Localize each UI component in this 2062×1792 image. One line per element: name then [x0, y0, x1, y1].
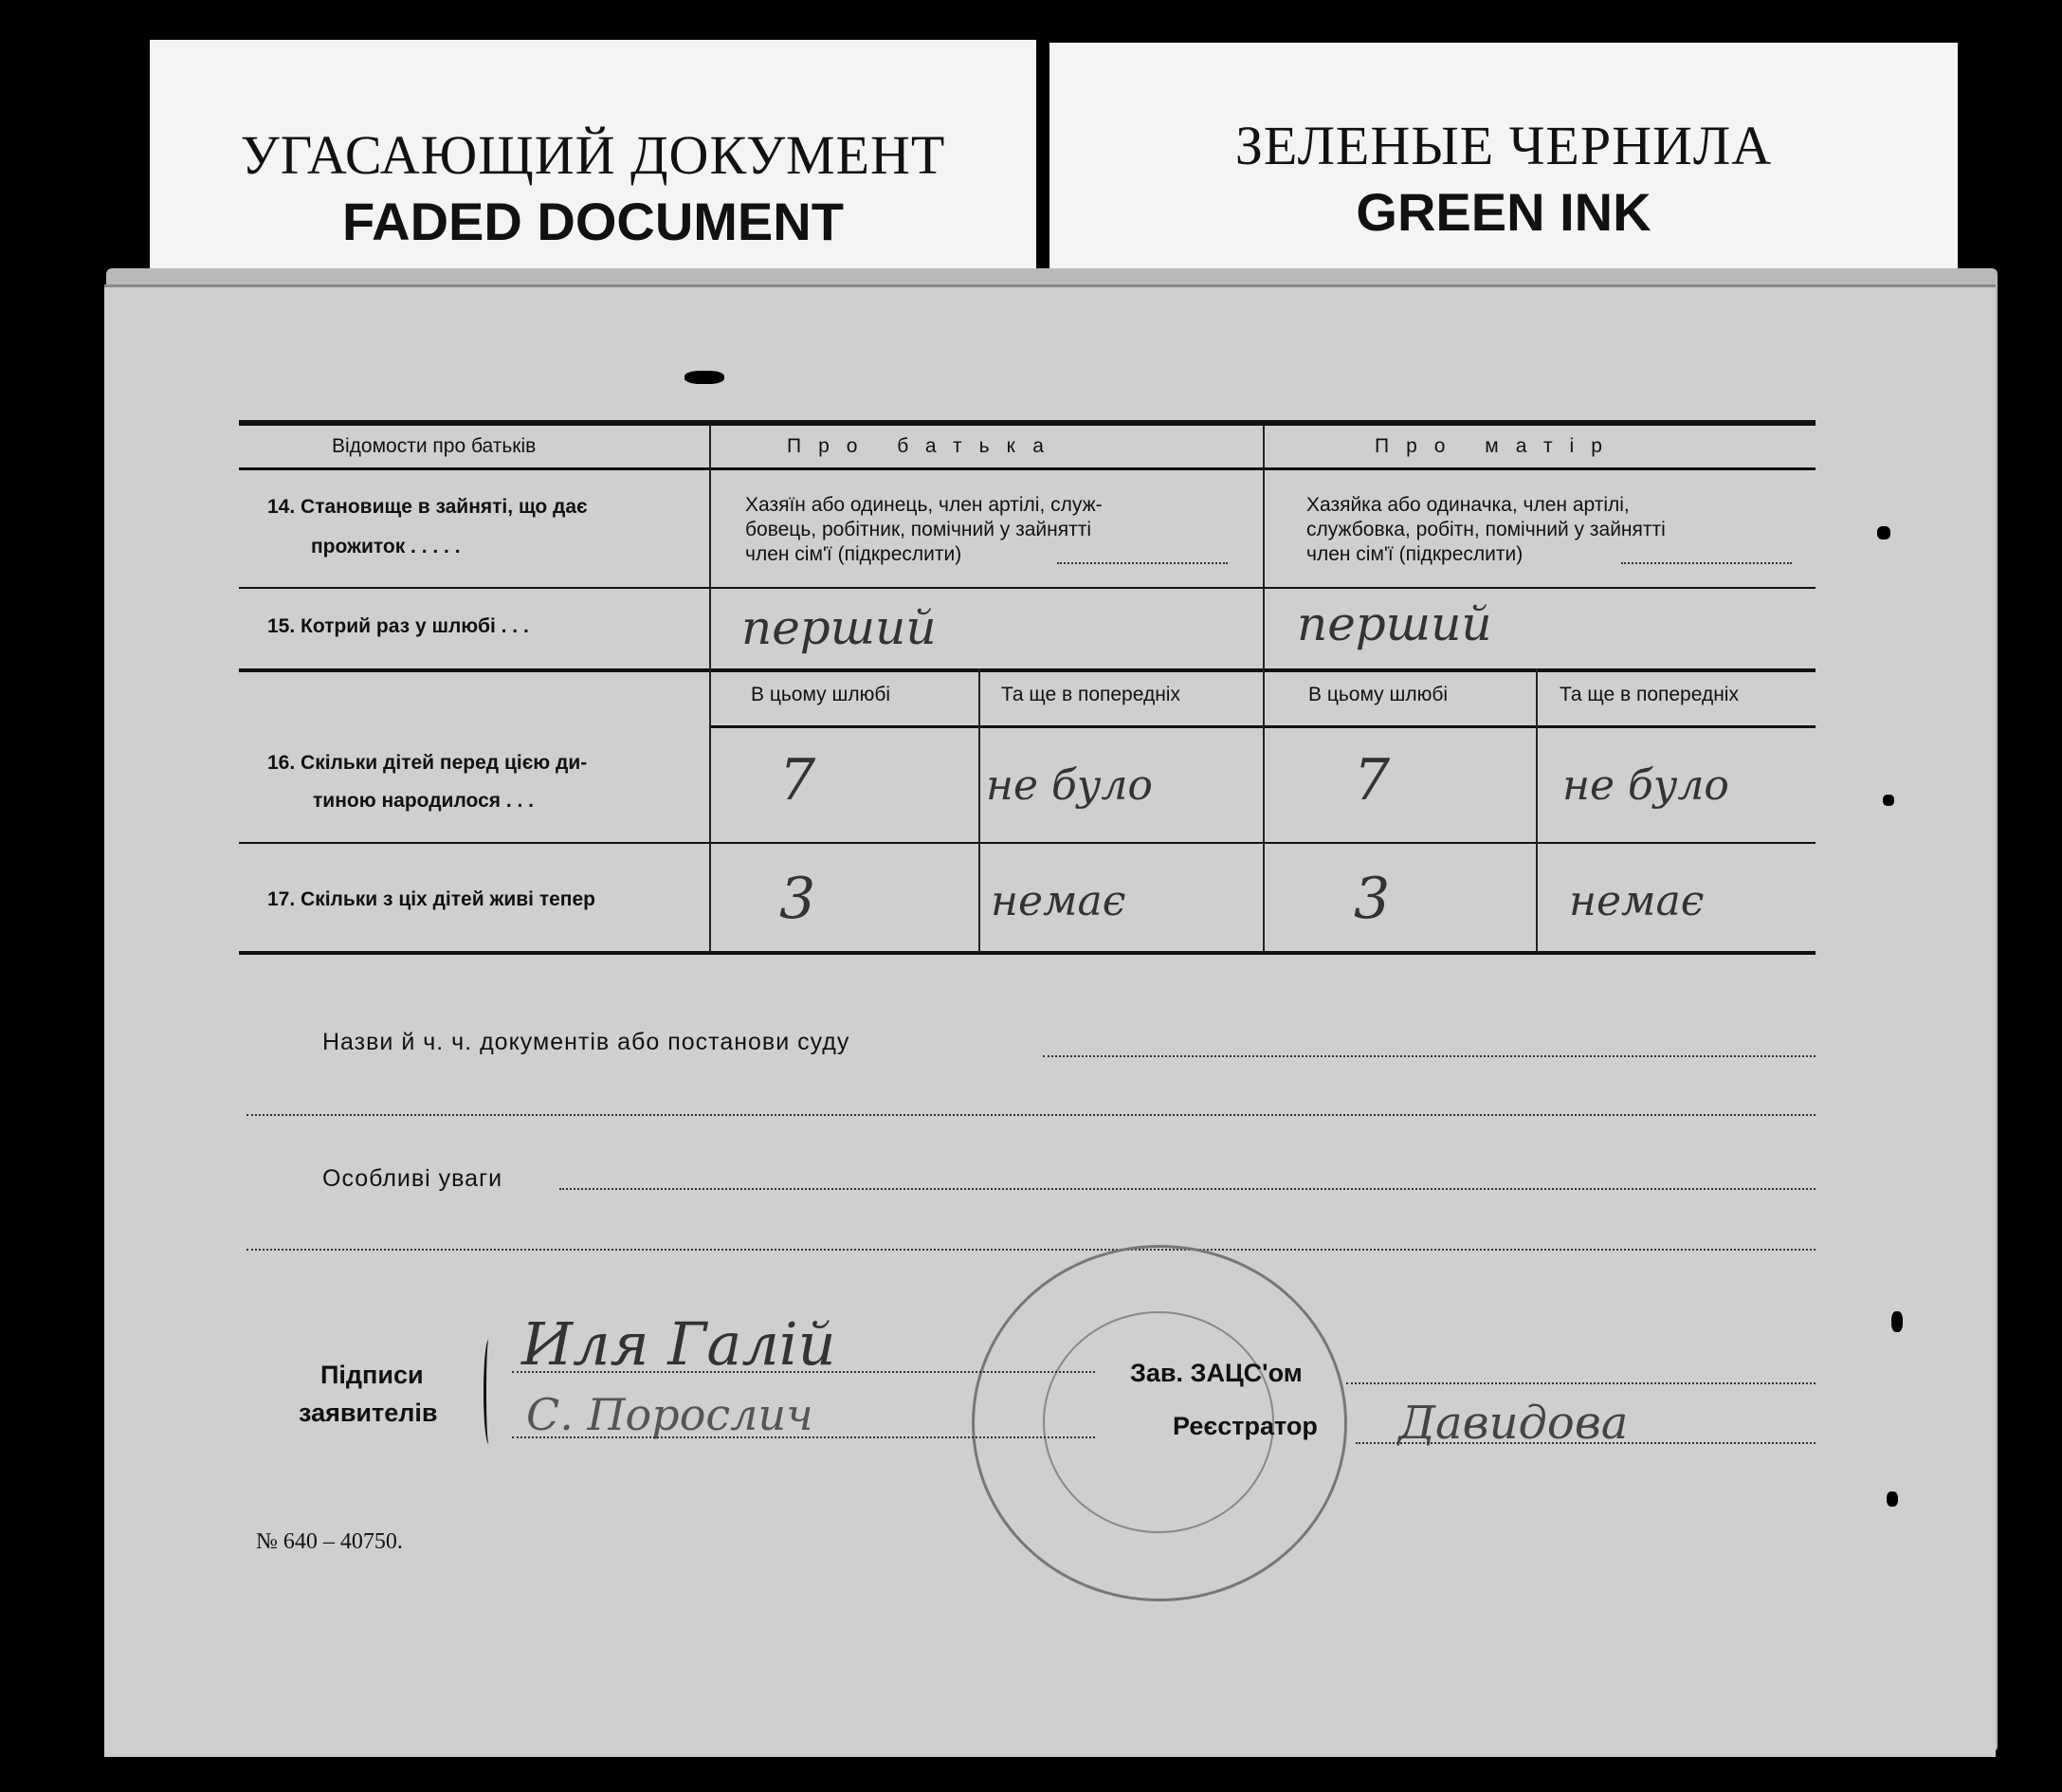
- subheader-father-this: В цьому шлюбі: [751, 684, 891, 705]
- subheader-mother-prev: Та ще в попередніх: [1560, 684, 1739, 705]
- documents-line-1: [1043, 1055, 1816, 1057]
- head-zags-line: [1346, 1382, 1816, 1384]
- signatures-label-line1: Підписи: [320, 1361, 424, 1389]
- label-en: FADED DOCUMENT: [342, 192, 844, 251]
- signatures-label-line2: заявителів: [299, 1399, 438, 1427]
- punch-hole: [1898, 1771, 1911, 1792]
- ink-blot: [684, 371, 724, 384]
- label-en: GREEN INK: [1356, 182, 1651, 242]
- row15-father-handwriting: перший: [741, 600, 937, 655]
- header-mother: Про матір: [1375, 435, 1619, 457]
- row15-label: 15. Котрий раз у шлюбі . . .: [267, 615, 529, 637]
- punch-hole: [1891, 1311, 1903, 1332]
- remarks-line-2: [246, 1249, 1816, 1251]
- applicant-signature-2: С. Порослич: [526, 1389, 813, 1440]
- applicant-line-1: [512, 1371, 1095, 1373]
- label-ru: ЗЕЛЕНЫЕ ЧЕРНИЛА: [1234, 115, 1773, 176]
- row14-mother-line1: Хазяйка або одиначка, член артілі,: [1306, 494, 1630, 516]
- label-ru: УГАСАЮЩИЙ ДОКУМЕНТ: [240, 124, 946, 186]
- row16-mother-this-hand: 7: [1354, 747, 1391, 814]
- head-zags-label: Зав. ЗАЦС'ом: [1130, 1359, 1303, 1387]
- registrar-line: [1356, 1442, 1816, 1444]
- brace: [484, 1340, 494, 1444]
- subheader-father-prev: Та ще в попередніх: [1001, 684, 1180, 705]
- row14-label-line1: 14. Становище в зайняті, що дає: [267, 496, 588, 518]
- row14-label-line2: прожиток . . . . .: [311, 536, 461, 558]
- row17-father-prev-hand: немає: [991, 877, 1126, 925]
- header-parents-info: Відомости про батьків: [332, 435, 537, 457]
- row16-father-prev-hand: не було: [986, 761, 1153, 810]
- row16-father-this-hand: 7: [779, 747, 816, 814]
- row17-father-this-hand: 3: [779, 866, 816, 932]
- punch-hole: [1887, 1491, 1898, 1507]
- row14-father-line3: член сім'ї (підкреслити): [745, 543, 962, 565]
- header-father: Про батька: [787, 435, 1061, 457]
- remarks-line-1: [559, 1188, 1816, 1190]
- subheader-mother-this: В цьому шлюбі: [1308, 684, 1449, 705]
- row14-mother-line3: член сім'ї (підкреслити): [1306, 543, 1524, 565]
- applicant-signature-1: Иля Галій: [521, 1309, 836, 1379]
- punch-hole: [1883, 795, 1894, 806]
- label-card-faded: [150, 40, 1036, 291]
- registrar-signature: Давидова: [1398, 1397, 1629, 1450]
- row14-father-line2: бовець, робітник, помічний у зайнятті: [745, 519, 1092, 540]
- applicant-line-2: [512, 1436, 1095, 1438]
- row17-label: 17. Скільки з ціх дітей живі тепер: [267, 888, 595, 910]
- documents-field-label: Назви й ч. ч. документів або постанови суду: [322, 1029, 850, 1055]
- row16-label-line2: тиною народилося . . .: [313, 790, 535, 812]
- row15-mother-handwriting: перший: [1297, 596, 1492, 651]
- label-card-green-ink: [1049, 43, 1958, 291]
- row14-father-line1: Хазяїн або одинець, член артілі, служ-: [745, 494, 1103, 516]
- row17-mother-prev-hand: немає: [1569, 877, 1705, 925]
- registrar-label: Реєстратор: [1173, 1412, 1318, 1440]
- form-number: № 640 – 40750.: [256, 1529, 403, 1554]
- row16-label-line1: 16. Скільки дітей перед цією ди-: [267, 752, 588, 774]
- document-page: [104, 284, 1996, 1757]
- row16-mother-prev-hand: не було: [1562, 761, 1729, 810]
- row14-mother-line2: службовка, робітн, помічний у зайнятті: [1306, 519, 1666, 540]
- row17-mother-this-hand: 3: [1354, 866, 1391, 932]
- remarks-field-label: Особливі уваги: [322, 1165, 503, 1192]
- punch-hole: [1877, 526, 1890, 539]
- documents-line-2: [246, 1114, 1816, 1116]
